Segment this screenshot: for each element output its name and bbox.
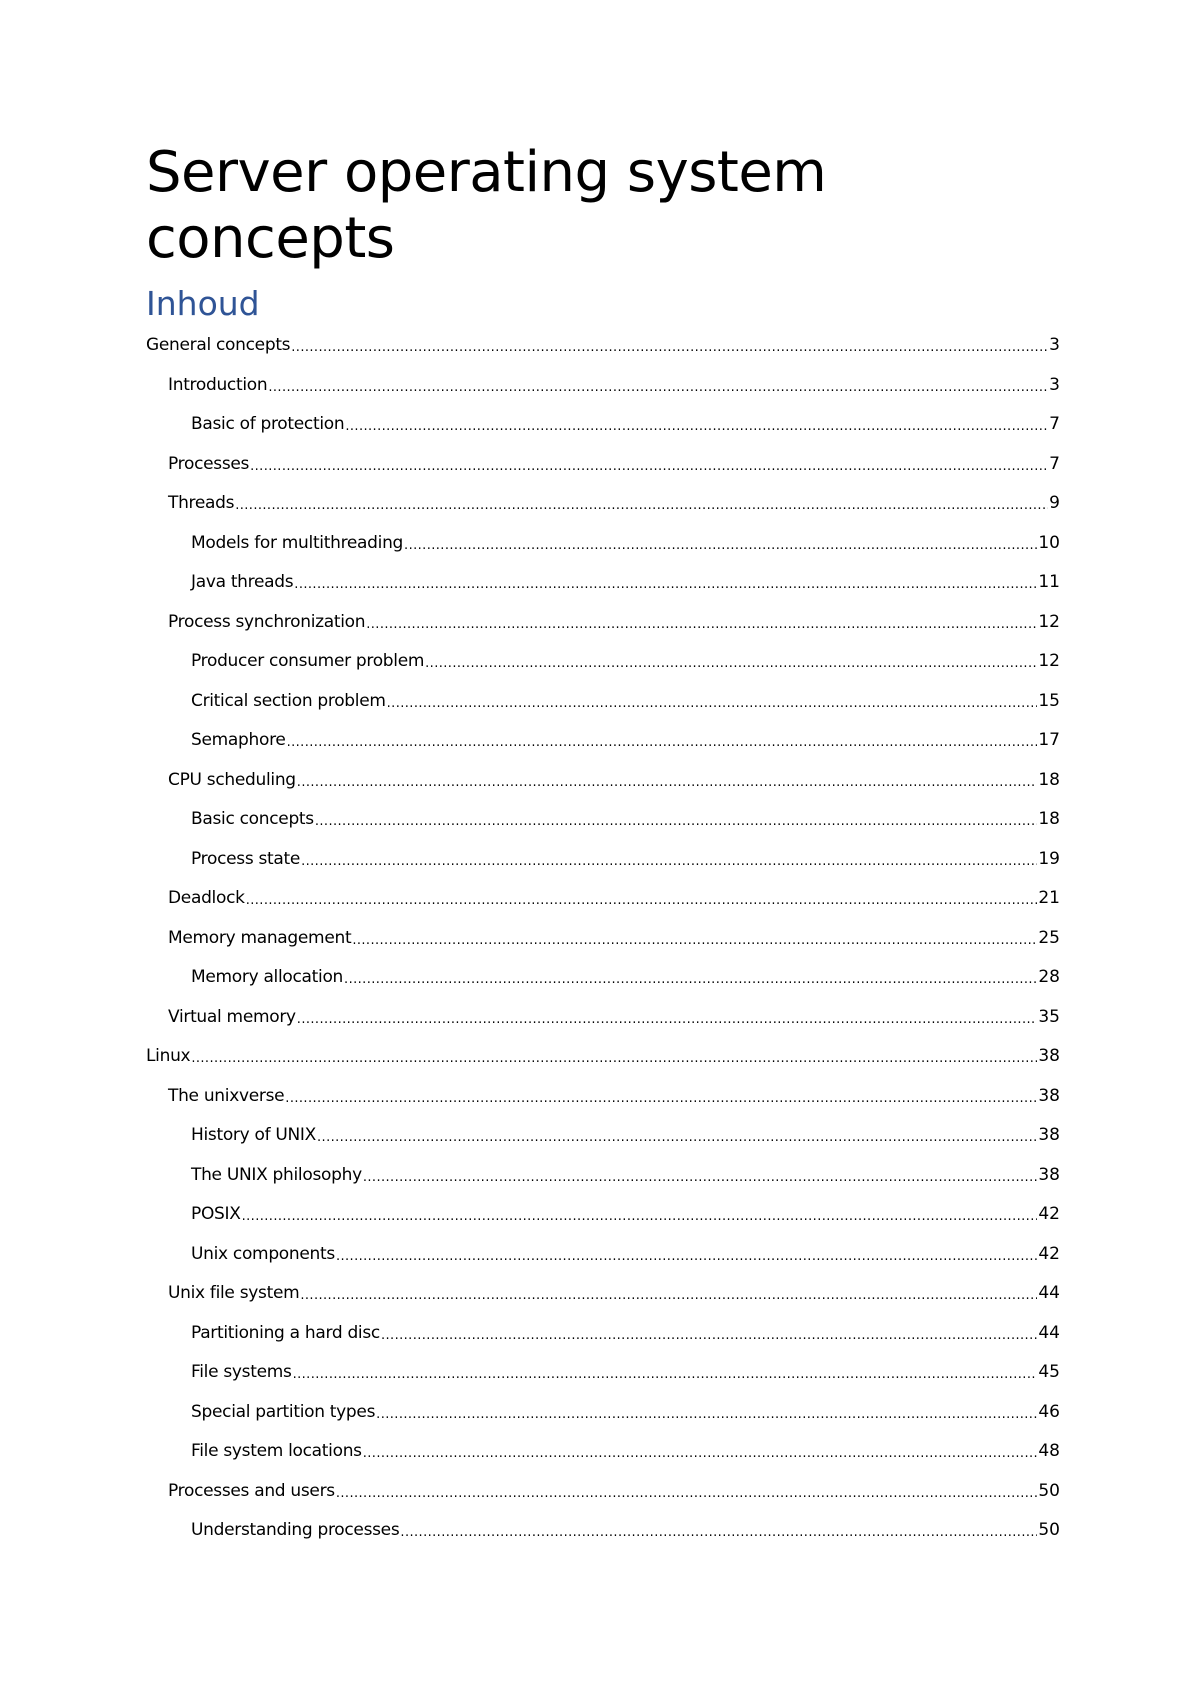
toc-dot-leader [246, 881, 1038, 921]
table-of-contents [146, 326, 1060, 1551]
toc-entry[interactable] [146, 761, 1060, 801]
toc-dot-leader [336, 1237, 1037, 1277]
toc-entry[interactable] [146, 1432, 1060, 1472]
toc-entry[interactable] [146, 1195, 1060, 1235]
toc-dot-leader [294, 565, 1037, 605]
toc-entry-label: Special partition types [191, 1401, 376, 1422]
toc-entry[interactable] [146, 840, 1060, 880]
toc-entry-page-number: 3 [1049, 335, 1060, 355]
toc-entry[interactable] [146, 1511, 1060, 1551]
toc-entry[interactable] [146, 1037, 1060, 1077]
toc-dot-leader [297, 763, 1038, 803]
toc-entry-page-number: 21 [1038, 888, 1060, 908]
toc-dot-leader [366, 605, 1037, 645]
toc-dot-leader [400, 1513, 1037, 1553]
toc-entry-page-number: 25 [1038, 927, 1060, 948]
toc-entry[interactable] [146, 405, 1060, 445]
toc-entry[interactable] [146, 800, 1060, 840]
toc-entry-label: The unixverse [168, 1085, 285, 1106]
toc-entry-page-number: 3 [1049, 374, 1060, 395]
toc-entry[interactable] [146, 919, 1060, 959]
toc-entry[interactable] [146, 879, 1060, 919]
toc-dot-leader [242, 1197, 1038, 1237]
toc-dot-leader [352, 921, 1037, 961]
toc-entry-page-number: 18 [1038, 809, 1060, 829]
toc-entry-page-number: 38 [1038, 1164, 1060, 1185]
toc-entry[interactable] [146, 721, 1060, 761]
toc-entry[interactable] [146, 642, 1060, 682]
toc-entry-page-number: 17 [1038, 730, 1060, 750]
toc-entry[interactable] [146, 998, 1060, 1038]
toc-dot-leader [344, 960, 1037, 1000]
toc-entry-label: The UNIX philosophy [191, 1164, 362, 1185]
toc-dot-leader [376, 1395, 1037, 1435]
toc-dot-leader [315, 802, 1038, 842]
toc-dot-leader [235, 486, 1048, 526]
toc-dot-leader [191, 1039, 1037, 1079]
document-page [146, 140, 1060, 1551]
toc-entry-label: Processes [168, 453, 250, 474]
toc-heading: Inhoud [146, 284, 260, 323]
toc-entry[interactable] [146, 1314, 1060, 1354]
toc-entry-page-number: 12 [1038, 651, 1060, 671]
toc-entry-page-number: 45 [1038, 1362, 1060, 1382]
toc-entry-label: Virtual memory [168, 1006, 296, 1027]
toc-entry-label: Unix file system [168, 1283, 300, 1303]
toc-entry[interactable] [146, 1472, 1060, 1512]
toc-entry-page-number: 38 [1038, 1085, 1060, 1106]
toc-dot-leader [363, 1158, 1038, 1198]
toc-entry-page-number: 38 [1038, 1125, 1060, 1145]
document-title: Server operating system concepts [146, 140, 827, 271]
toc-entry-page-number: 35 [1038, 1006, 1060, 1027]
toc-entry-page-number: 50 [1038, 1480, 1060, 1501]
toc-entry-page-number: 9 [1049, 493, 1060, 513]
toc-dot-leader [317, 1118, 1037, 1158]
toc-entry-page-number: 11 [1038, 572, 1060, 592]
toc-dot-leader [336, 1474, 1038, 1514]
toc-dot-leader [381, 1316, 1037, 1356]
toc-entry-page-number: 12 [1038, 611, 1060, 632]
toc-entry[interactable] [146, 1393, 1060, 1433]
toc-entry-label: Critical section problem [191, 690, 386, 711]
toc-entry-label: Basic of protection [191, 414, 345, 434]
toc-entry[interactable] [146, 1116, 1060, 1156]
toc-entry[interactable] [146, 484, 1060, 524]
toc-dot-leader [291, 328, 1048, 368]
toc-entry-label: History of UNIX [191, 1125, 316, 1145]
toc-dot-leader [300, 1276, 1037, 1316]
toc-entry-page-number: 42 [1038, 1204, 1060, 1224]
toc-dot-leader [345, 407, 1048, 447]
toc-entry-label: Linux [146, 1046, 191, 1066]
toc-entry[interactable] [146, 366, 1060, 406]
toc-entry-page-number: 7 [1049, 453, 1060, 474]
toc-entry[interactable] [146, 682, 1060, 722]
toc-entry-page-number: 44 [1038, 1322, 1060, 1343]
toc-entry-label: Semaphore [191, 730, 286, 750]
toc-entry-label: General concepts [146, 335, 291, 355]
toc-entry-label: Introduction [168, 374, 268, 395]
toc-dot-leader [293, 1355, 1038, 1395]
toc-entry-label: Basic concepts [191, 809, 314, 829]
toc-entry-label: File system locations [191, 1441, 362, 1461]
toc-entry-label: Memory allocation [191, 967, 344, 987]
toc-entry-label: Unix components [191, 1243, 335, 1264]
toc-dot-leader [287, 723, 1038, 763]
toc-entry-label: Processes and users [168, 1480, 335, 1501]
toc-entry-label: Deadlock [168, 888, 245, 908]
toc-entry[interactable] [146, 563, 1060, 603]
toc-entry-label: Process synchronization [168, 611, 366, 632]
toc-entry[interactable] [146, 1156, 1060, 1196]
toc-entry-page-number: 44 [1038, 1283, 1060, 1303]
toc-entry-page-number: 10 [1038, 532, 1060, 553]
toc-entry-page-number: 38 [1038, 1046, 1060, 1066]
toc-entry-page-number: 50 [1038, 1520, 1060, 1540]
toc-entry-label: Process state [191, 848, 301, 869]
toc-entry-label: Memory management [168, 927, 352, 948]
toc-entry[interactable] [146, 524, 1060, 564]
toc-entry-label: Models for multithreading [191, 532, 404, 553]
toc-entry-page-number: 19 [1038, 848, 1060, 869]
toc-entry[interactable] [146, 958, 1060, 998]
toc-entry[interactable] [146, 445, 1060, 485]
toc-entry[interactable] [146, 1353, 1060, 1393]
toc-entry[interactable] [146, 1077, 1060, 1117]
toc-entry-label: File systems [191, 1362, 292, 1382]
toc-dot-leader [387, 684, 1038, 724]
toc-dot-leader [363, 1434, 1038, 1474]
toc-entry-page-number: 28 [1038, 967, 1060, 987]
toc-entry-label: Java threads [191, 572, 294, 592]
toc-entry-label: Partitioning a hard disc [191, 1322, 380, 1343]
toc-dot-leader [285, 1079, 1037, 1119]
toc-entry-label: Producer consumer problem [191, 651, 425, 671]
toc-entry-page-number: 46 [1038, 1401, 1060, 1422]
toc-entry-page-number: 18 [1038, 769, 1060, 790]
toc-entry[interactable] [146, 326, 1060, 366]
toc-entry[interactable] [146, 1274, 1060, 1314]
toc-dot-leader [250, 447, 1048, 487]
toc-entry[interactable] [146, 603, 1060, 643]
toc-entry-page-number: 42 [1038, 1243, 1060, 1264]
toc-dot-leader [268, 368, 1048, 408]
toc-entry-label: Understanding processes [191, 1520, 400, 1540]
toc-dot-leader [301, 842, 1037, 882]
toc-entry-label: CPU scheduling [168, 769, 296, 790]
toc-entry[interactable] [146, 1235, 1060, 1275]
toc-entry-label: Threads [168, 493, 235, 513]
toc-dot-leader [404, 526, 1037, 566]
toc-dot-leader [425, 644, 1037, 684]
toc-entry-label: POSIX [191, 1204, 241, 1224]
toc-entry-page-number: 15 [1038, 690, 1060, 711]
toc-dot-leader [297, 1000, 1038, 1040]
toc-entry-page-number: 48 [1038, 1441, 1060, 1461]
toc-entry-page-number: 7 [1049, 414, 1060, 434]
